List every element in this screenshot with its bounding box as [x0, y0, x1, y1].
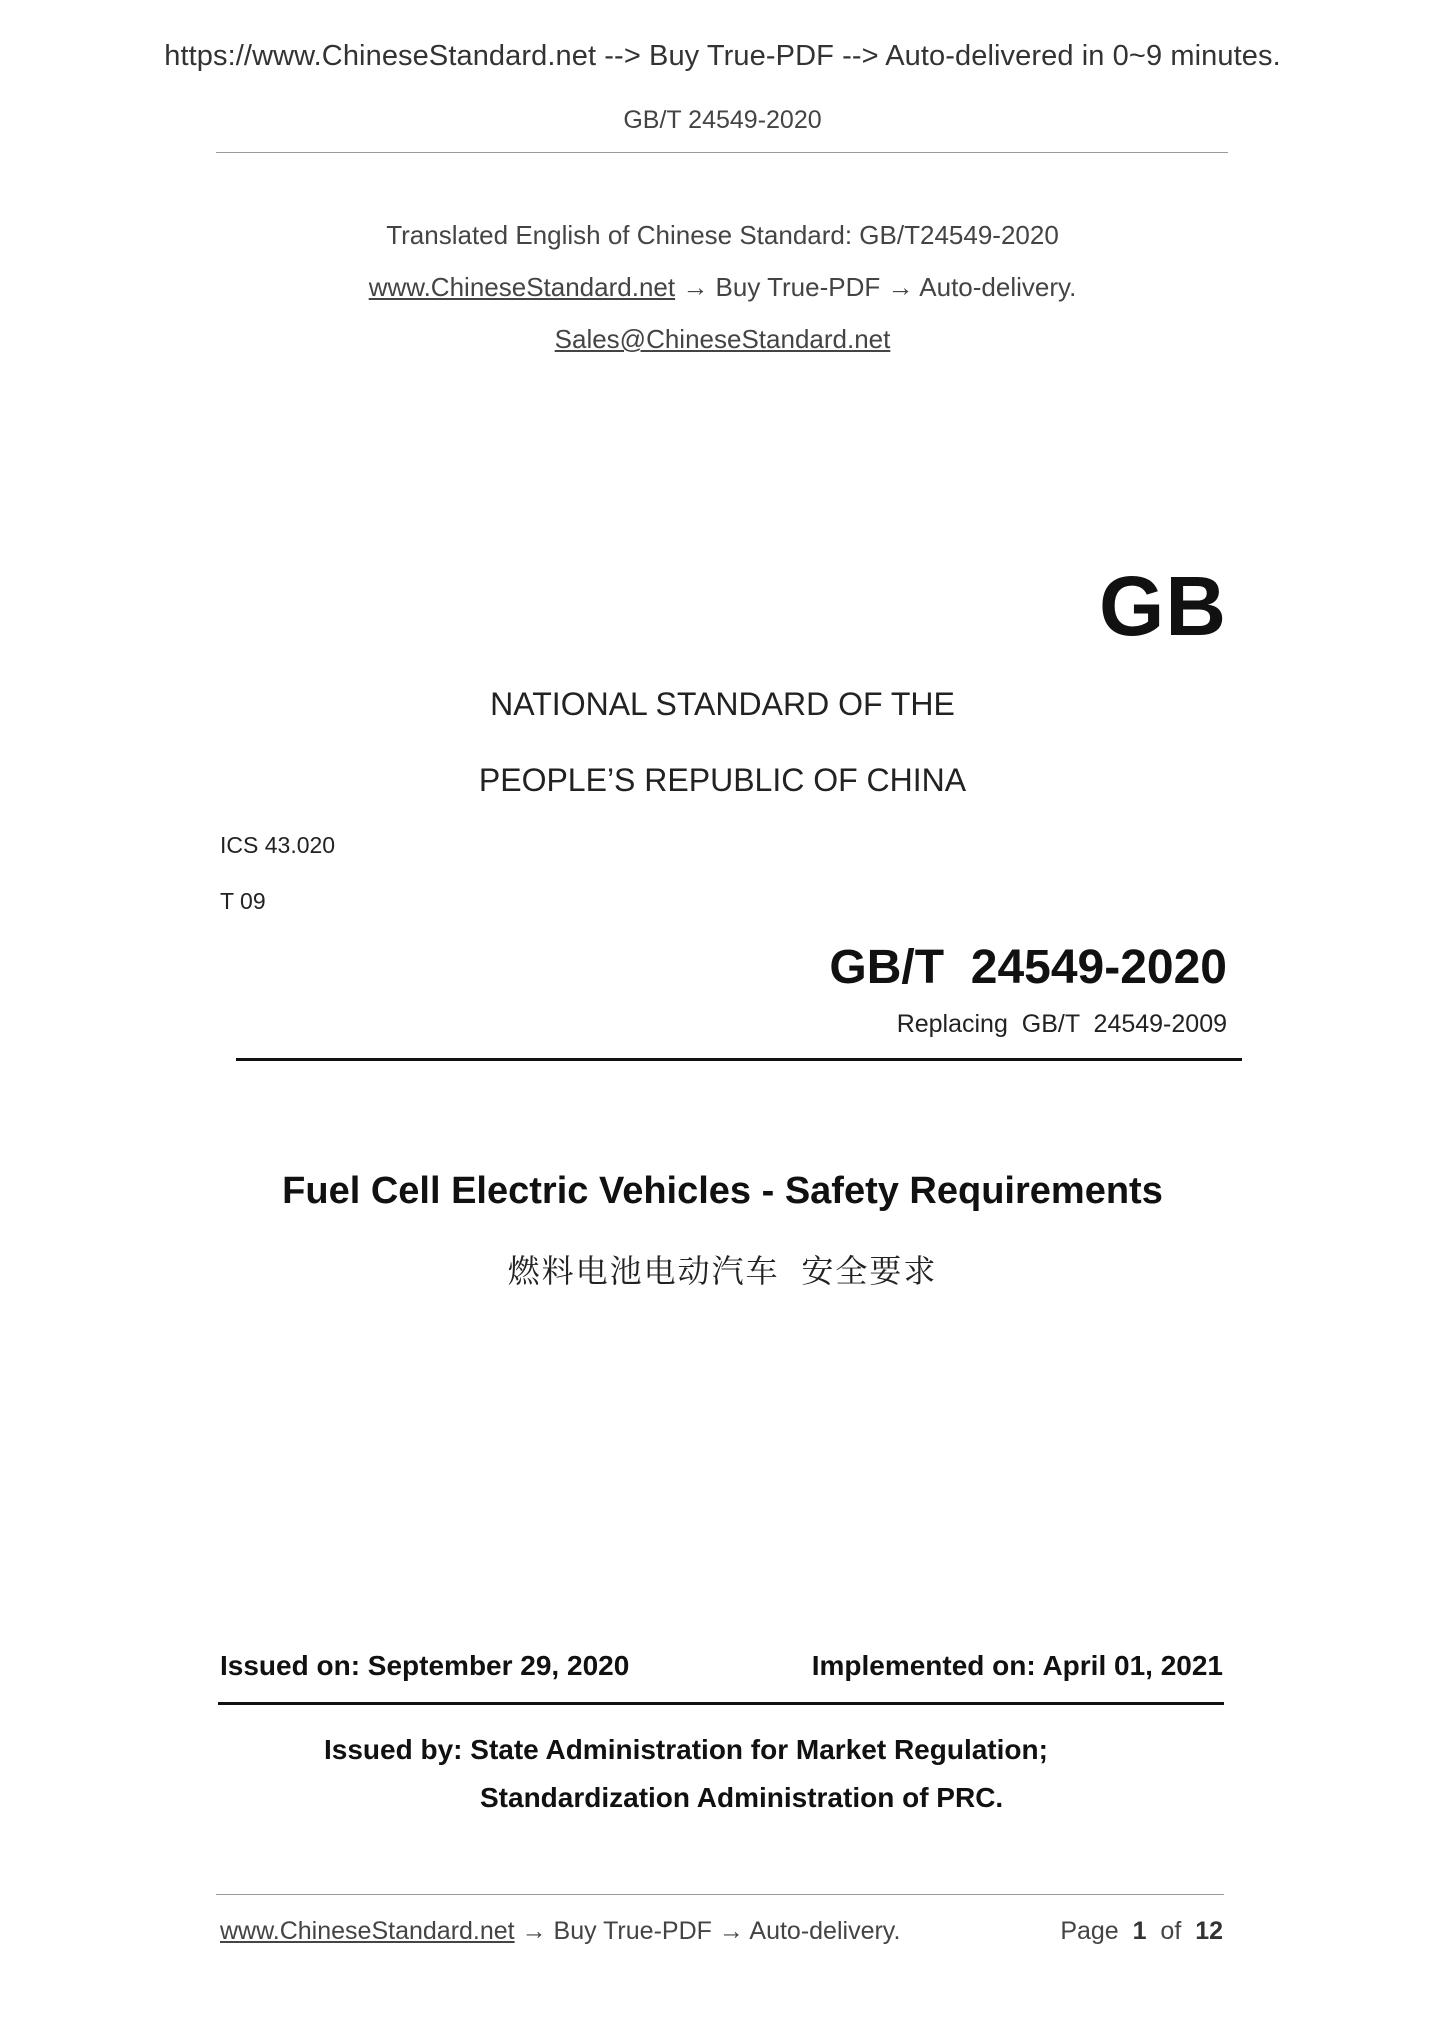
- translated-line: Translated English of Chinese Standard: GB/T24549-2020: [386, 220, 1059, 250]
- document-title-chinese: 燃料电池电动汽车 安全要求: [507, 1253, 938, 1289]
- gb-mark: GB: [1099, 559, 1227, 653]
- ics-code: ICS 43.020: [220, 832, 336, 858]
- header-divider: [216, 152, 1228, 153]
- top-banner: https://www.ChineseStandard.net --> Buy True-PDF --> Auto-delivered in 0~9 minutes.: [164, 40, 1281, 72]
- implemented-on-date: Implemented on: April 01, 2021: [811, 1650, 1223, 1681]
- footer-site-link[interactable]: www.ChineseStandard.net: [220, 1917, 515, 1945]
- page-of: of: [1160, 1917, 1182, 1945]
- dates-divider: [218, 1702, 1224, 1705]
- footer-divider: [216, 1894, 1224, 1895]
- document-title-english: Fuel Cell Electric Vehicles - Safety Requirements: [282, 1170, 1163, 1212]
- site-suffix: → Buy True-PDF → Auto-delivery.: [675, 272, 1077, 302]
- email-link[interactable]: Sales@ChineseStandard.net: [554, 324, 891, 354]
- site-line: [0, 272, 1445, 303]
- replacing-line: Replacing GB/T 24549-2009: [896, 1010, 1227, 1038]
- t-code: T 09: [220, 888, 266, 914]
- issued-on-date: Issued on: September 29, 2020: [220, 1650, 630, 1681]
- issued-by-line-2: Standardization Administration of PRC.: [480, 1782, 1004, 1813]
- standard-number: GB/T 24549-2020: [829, 941, 1227, 994]
- page-number: [1060, 1917, 1223, 1946]
- page-total: 12: [1195, 1917, 1223, 1945]
- footer-site-line: [220, 1917, 900, 1946]
- page-label: Page: [1060, 1917, 1119, 1945]
- email-line: [0, 324, 1445, 355]
- header-standard-code: GB/T 24549-2020: [623, 106, 822, 134]
- standard-divider: [236, 1058, 1242, 1061]
- page-current: 1: [1132, 1917, 1147, 1945]
- national-standard-line-1: NATIONAL STANDARD OF THE: [490, 686, 955, 722]
- issued-by-line-1: Issued by: State Administration for Market Regulation;: [324, 1734, 1048, 1765]
- site-link[interactable]: www.ChineseStandard.net: [368, 272, 676, 302]
- national-standard-line-2: PEOPLE’S REPUBLIC OF CHINA: [478, 762, 967, 798]
- footer-site-suffix: → Buy True-PDF → Auto-delivery.: [514, 1917, 901, 1945]
